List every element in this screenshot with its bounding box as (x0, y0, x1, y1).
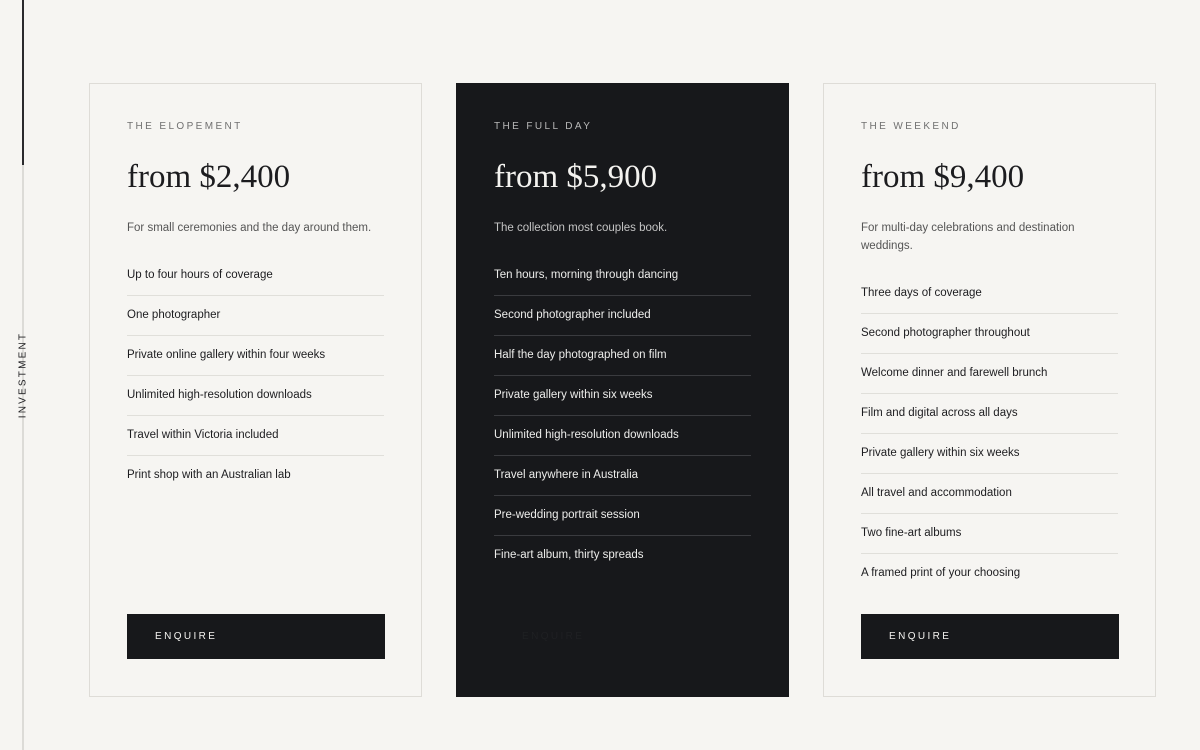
feature-item: Film and digital across all days (861, 394, 1118, 434)
feature-list (861, 274, 1118, 593)
feature-item: Half the day photographed on film (494, 336, 751, 376)
pricing-cards (89, 83, 1156, 697)
feature-item: A framed print of your choosing (861, 567, 1021, 579)
pricing-card-full-day (456, 83, 789, 697)
feature-item: One photographer (127, 296, 384, 336)
feature-item: Three days of coverage (861, 274, 1118, 314)
tier-name: THE FULL DAY (494, 121, 593, 132)
feature-item: Private online gallery within four weeks (127, 336, 384, 376)
tier-name: THE WEEKEND (861, 121, 961, 132)
tier-price: from $9,400 (861, 159, 1025, 195)
feature-item: Private gallery within six weeks (861, 434, 1118, 474)
tier-description: The collection most couples book. (494, 222, 668, 234)
enquire-button[interactable]: ENQUIRE (127, 614, 385, 659)
scroll-progress-bar (22, 0, 24, 165)
enquire-button[interactable]: ENQUIRE (494, 614, 752, 659)
feature-item: All travel and accommodation (861, 474, 1118, 514)
tier-price: from $5,900 (494, 159, 658, 195)
feature-item: Up to four hours of coverage (127, 256, 384, 296)
pricing-card-weekend (823, 83, 1156, 697)
feature-item: Second photographer throughout (861, 314, 1118, 354)
feature-list (494, 256, 751, 575)
pricing-card-elopement (89, 83, 422, 697)
tier-name: THE ELOPEMENT (127, 121, 243, 132)
enquire-button[interactable]: ENQUIRE (861, 614, 1119, 659)
feature-item: Travel within Victoria included (127, 416, 384, 456)
feature-item: Pre-wedding portrait session (494, 496, 751, 536)
tier-price: from $2,400 (127, 159, 291, 195)
feature-item: Fine-art album, thirty spreads (494, 549, 644, 561)
feature-list (127, 256, 384, 495)
feature-item: Welcome dinner and farewell brunch (861, 354, 1118, 394)
tier-description: For multi-day celebrations and destination weddings. (861, 222, 1075, 252)
feature-item: Two fine-art albums (861, 514, 1118, 554)
feature-item: Private gallery within six weeks (494, 376, 751, 416)
feature-item: Ten hours, morning through dancing (494, 256, 751, 296)
feature-item: Unlimited high-resolution downloads (494, 416, 751, 456)
feature-item: Travel anywhere in Australia (494, 456, 751, 496)
feature-item: Unlimited high-resolution downloads (127, 376, 384, 416)
feature-item: Print shop with an Australian lab (127, 469, 291, 481)
feature-item: Second photographer included (494, 296, 751, 336)
section-label: INVESTMENT (17, 331, 29, 419)
tier-description: For small ceremonies and the day around them. (127, 222, 372, 234)
